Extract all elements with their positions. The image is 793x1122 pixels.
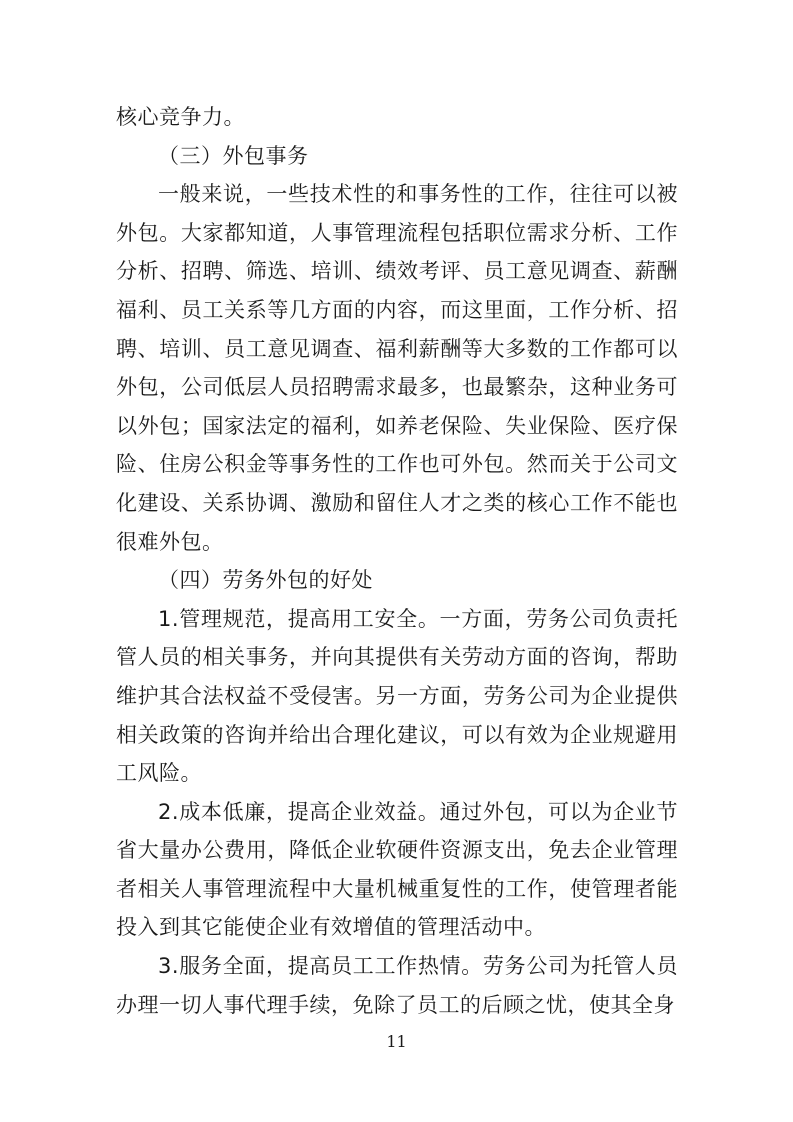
body-text	[116, 98, 678, 1024]
section-heading-outsourcing-affairs: （三）外包事务	[158, 143, 309, 168]
paragraph-outsourcing-affairs: 一般来说，一些技术性的和事务性的工作，往往可以被外包。大家都知道，人事管理流程包括职位需求分析、工作分析、招聘、筛选、培训、绩效考评、员工意见调查、薪酬福利、员工关系等几方面的内容，而这里面，工作分析、招聘、培训、员工意见调查、福利薪酬等大多数的工作都可以外包，公司低层人员招聘需求最多，也最繁杂，这种业务可以外包；国家法定的福利，如养老保险、失业保险、医疗保险、住房公积金等事务性的工作也可外包。然而关于公司文化建设、关系协调、激励和留住人才之类的核心工作不能也很难外包。	[116, 182, 678, 554]
section-heading-outsourcing-benefits: （四）劳务外包的好处	[158, 568, 373, 593]
paragraph-benefit-3: 3.服务全面，提高员工工作热情。劳务公司为托管人员办理一切人事代理手续，免除了员工的后顾之忧，使其全身	[116, 954, 678, 1017]
paragraph-continuation: 核心竞争力。	[116, 105, 245, 129]
paragraph-benefit-1: 1.管理规范，提高用工安全。一方面，劳务公司负责托管人员的相关事务，并向其提供有关劳动方面的咨询，帮助维护其合法权益不受侵害。另一方面，劳务公司为企业提供相关政策的咨询并给出合理化建议，可以有效为企业规避用工风险。	[116, 606, 678, 786]
paragraph-benefit-2: 2.成本低廉，提高企业效益。通过外包，可以为企业节省大量办公费用，降低企业软硬件资源支出，免去企业管理者相关人事管理流程中大量机械重复性的工作，使管理者能投入到其它能使企业有效增值的管理活动中。	[116, 799, 678, 940]
page-number: 11	[386, 1032, 407, 1051]
